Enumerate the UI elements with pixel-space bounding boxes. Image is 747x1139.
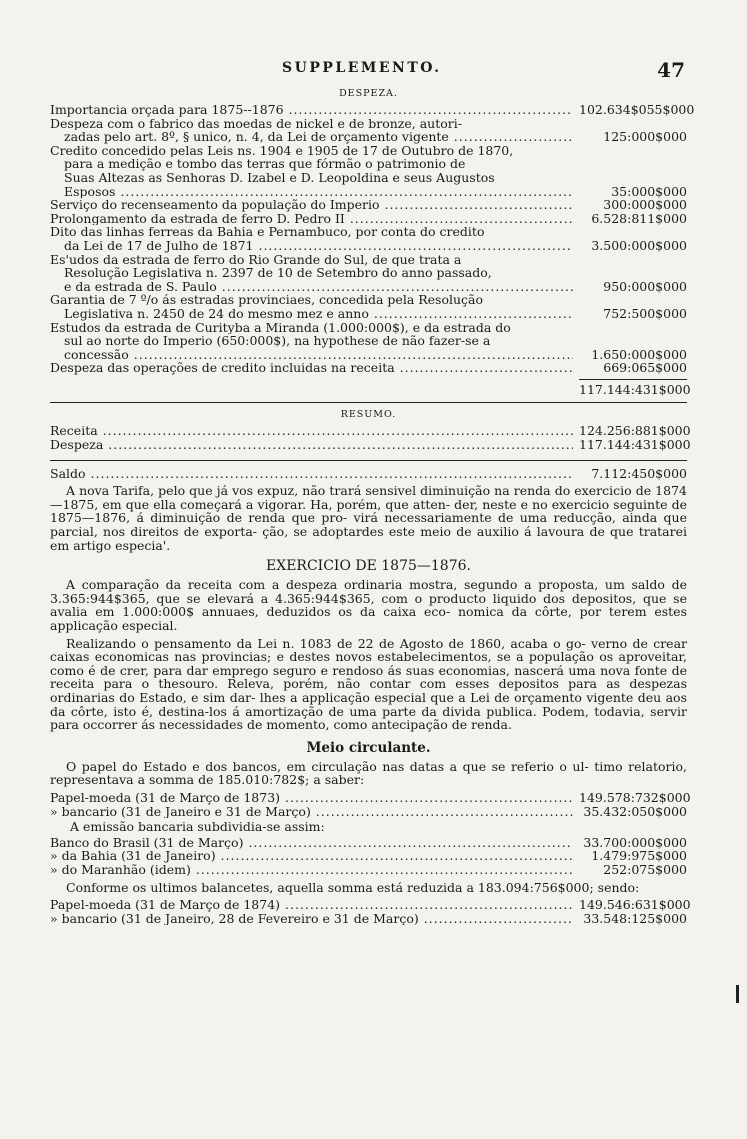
meio-circulante-heading: Meio circulante.	[306, 739, 431, 756]
despeza-item	[50, 321, 687, 362]
exercicio-heading: EXERCICIO DE 1875—1876.	[266, 558, 471, 575]
entry-text: sul ao norte do Imperio (650:000$), na hypothese de não fazer-se a	[64, 334, 491, 348]
despeza-items	[50, 102, 695, 376]
despeza-amount: 117.144:431$000	[579, 437, 691, 453]
page-header	[50, 58, 687, 82]
emissao-intro: A emissão bancaria subdividia-se assim:	[70, 819, 325, 835]
entry-amount: 300:000$000	[603, 197, 687, 213]
saldo-row	[50, 467, 687, 481]
circulacao-row	[50, 836, 687, 850]
despeza-label-resumo: Despeza	[50, 438, 104, 452]
entry-text: e da estrada de S. Paulo	[64, 279, 217, 294]
receita-label: Receita	[50, 424, 98, 439]
saldo-label: Saldo	[50, 466, 86, 481]
entry-amount: 6.528:811$000	[591, 210, 687, 226]
divider	[50, 460, 687, 461]
running-title: SUPPLEMENTO.	[282, 60, 442, 76]
entry-text: Dito das linhas ferreas da Bahia e Pernambuco, por conta do credito	[50, 225, 485, 239]
entry-text: Banco do Brasil (31 de Março)	[50, 835, 244, 850]
entry-text: Despeza das operações de credito incluidas na receita	[50, 361, 395, 375]
entry-text: Es'udos da estrada de ferro do Rio Grande do Sul, de que trata a	[50, 252, 462, 267]
entry-text: concessão	[64, 347, 129, 362]
entry-text: Legislativa n. 2450 de 24 do mesmo mez e anno	[64, 306, 369, 321]
despeza-item	[50, 198, 687, 212]
balancete-rows	[50, 897, 691, 926]
despeza-item	[50, 253, 687, 294]
total-rule	[579, 379, 687, 380]
entry-amount: 35.432:050$000	[583, 803, 687, 819]
resumo-label: RESUMO.	[340, 409, 397, 421]
circulacao-rows	[50, 789, 691, 819]
entry-text: Importancia orçada para 1875--1876	[50, 103, 284, 117]
paragraph-realizando: Realizando o pensamento da Lei n. 1083 de 22 de Agosto de 1860, acaba o go- verno de crear caixas economicas nas provincias; e destes novos estabelecimentos, se a população os aproveitar, como é de crer, para dar emprego seguro e rendoso ás suas economias, nascerá uma nova fonte de receita para o thesouro. Releva, porém, não contar com esses depositos para as despezas ordinarias do Estado, e sim dar- lhes a applicação especial que a Lei de orçamento vigente deu aos da côrte, isto é, destina-los á amortização de uma parte da divida publica. Podem, todavia, servir para occorrer ás necessidades de momento, como antecipação de renda.	[50, 635, 687, 733]
page	[50, 58, 695, 926]
entry-text: Suas Altezas as Senhoras D. Izabel e D. Leopoldina e seus Augustos	[64, 170, 495, 185]
despeza-label: DESPEZA.	[339, 88, 398, 99]
margin-mark	[736, 985, 739, 1003]
despeza-item	[50, 102, 695, 117]
entry-amount: 752:500$000	[603, 305, 687, 321]
entry-amount: 669:065$000	[603, 360, 687, 376]
despeza-item	[50, 293, 687, 320]
page-number: 47	[657, 58, 685, 82]
divider	[50, 402, 687, 403]
entry-text: Credito concedido pelas Leis ns. 1904 e 1905 de 17 de Outubro de 1870,	[50, 143, 514, 158]
entry-amount: 102.634$055$000	[579, 102, 695, 117]
entry-text: Esposos	[64, 184, 116, 199]
despeza-item	[50, 117, 687, 144]
receita-row	[50, 423, 691, 439]
saldo-amount: 7.112:450$000	[591, 465, 687, 481]
circulacao-row	[50, 805, 687, 819]
entry-text: Despeza com o fabrico das moedas de nickel e de bronze, autori-	[50, 116, 462, 131]
circulacao-row	[50, 849, 687, 863]
despeza-item	[50, 212, 687, 226]
entry-text: » da Bahia (31 de Janeiro)	[50, 849, 216, 863]
entry-text: » bancario (31 de Janeiro e 31 de Março)	[50, 804, 311, 819]
despeza-item	[50, 144, 687, 198]
circulacao-row	[50, 912, 687, 926]
entry-text: Papel-moeda (31 de Março de 1874)	[50, 898, 281, 912]
conforme-paragraph: Conforme os ultimos balancetes, aquella somma está reduzida a 183.094:756$000; sendo:	[66, 879, 640, 895]
entry-text: Serviço do recenseamento da população do Imperio	[50, 198, 380, 212]
entry-amount: 149.546:631$000	[579, 897, 691, 913]
entry-amount: 33.700:000$000	[583, 834, 687, 850]
entry-text: Garantia de 7 º/o ás estradas provinciaes, concedida pela Resolução	[50, 293, 484, 307]
paragraph-comparacao: A comparação da receita com a despeza ordinaria mostra, segundo a proposta, um saldo de 3.365:944$365, que se elevará a 4.365:944$365, com o producto liquido dos depositos, que se avalia em 1.000:000$ annuaes, deduzidos os da caixa eco- nomica da côrte, por terem estes applicação especial.	[50, 577, 687, 633]
entry-amount: 125:000$000	[603, 129, 687, 145]
entry-amount: 252:075$000	[603, 861, 687, 877]
entry-text: Prolongamento da estrada de ferro D. Pedro II	[50, 211, 345, 226]
receita-amount: 124.256:881$000	[579, 423, 691, 439]
entry-text: Resolução Legislativa n. 2397 de 10 de Setembro do anno passado,	[64, 266, 492, 280]
entry-amount: 1.650:000$000	[591, 346, 687, 362]
entry-text: para a medição e tombo das terras que fórmão o patrimonio de	[64, 157, 466, 171]
circulacao-row	[50, 897, 691, 913]
entry-amount: 3.500:000$000	[591, 237, 687, 253]
despeza-item	[50, 225, 687, 252]
entry-text: » do Maranhão (idem)	[50, 862, 191, 877]
paragraph-tarifa: A nova Tarifa, pelo que já vos expuz, não trará sensivel diminuição na renda do exercicio de 1874—1875, em que ella começará a vigorar. Ha, porém, que atten- der, neste e no exercicio seguinte de 1875—1876, á diminuição de renda que pro- virá necessariamente de uma reducção, ainda que parcial, nos direitos de exporta- ção, se adoptardes este meio de auxilio á lavoura de que tratarei em artigo especia'.	[50, 483, 687, 553]
circulacao-row	[50, 789, 691, 805]
entry-amount: 149.578:732$000	[579, 789, 691, 805]
meio-circulante-intro: O papel do Estado e dos bancos, em circulação nas datas a que se referio o ul- timo relatorio, representava a somma de 185.010:782$; a saber:	[50, 758, 687, 788]
entry-amount: 33.548:125$000	[583, 910, 687, 926]
entry-amount: 950:000$000	[603, 278, 687, 294]
entry-text: Estudos da estrada de Curityba a Miranda (1.000:000$), e da estrada do	[50, 320, 511, 335]
entry-text: » bancario (31 de Janeiro, 28 de Fevereiro e 31 de Março)	[50, 911, 419, 926]
entry-amount: 35:000$000	[611, 183, 687, 199]
entry-amount: 1.479:975$000	[591, 848, 687, 864]
despeza-total: 117.144:431$000	[579, 381, 691, 397]
entry-text: zadas pelo art. 8º, § unico, n. 4, da Lei de orçamento vigente	[64, 130, 449, 144]
despeza-total-row	[50, 381, 691, 397]
circulacao-row	[50, 863, 687, 877]
despeza-row	[50, 437, 691, 453]
entry-text: Papel-moeda (31 de Março de 1873)	[50, 790, 281, 805]
entry-text: da Lei de 17 de Julho de 1871	[64, 238, 254, 253]
despeza-item	[50, 361, 687, 375]
emissao-rows	[50, 836, 687, 877]
